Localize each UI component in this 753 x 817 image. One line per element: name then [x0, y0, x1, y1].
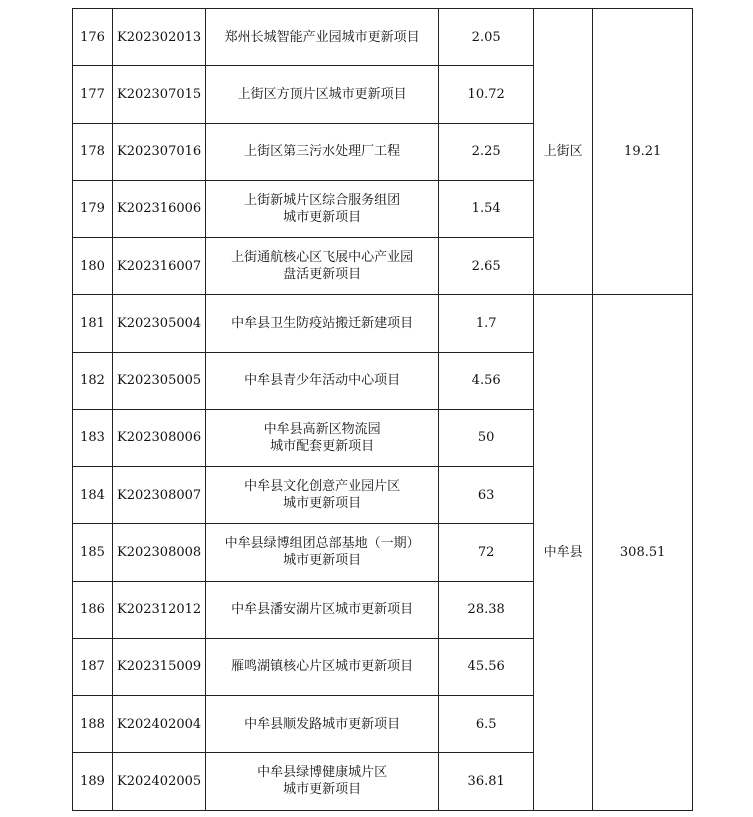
- row-number: 180: [73, 238, 113, 295]
- project-amount: 4.56: [439, 352, 534, 409]
- row-number: 181: [73, 295, 113, 352]
- table-row: [73, 9, 693, 66]
- row-number: 185: [73, 524, 113, 581]
- project-name: 中牟县高新区物流园 城市配套更新项目: [206, 409, 439, 466]
- row-number: 177: [73, 66, 113, 123]
- row-number: 189: [73, 753, 113, 810]
- district-total: 19.21: [593, 9, 693, 295]
- row-number: 178: [73, 123, 113, 180]
- project-code: K202307016: [113, 123, 206, 180]
- project-name: 上街新城片区综合服务组团 城市更新项目: [206, 180, 439, 237]
- district-name: 中牟县: [534, 295, 593, 810]
- project-name: 上街区第三污水处理厂工程: [206, 123, 439, 180]
- row-number: 184: [73, 467, 113, 524]
- project-name: 中牟县卫生防疫站搬迁新建项目: [206, 295, 439, 352]
- project-amount: 6.5: [439, 696, 534, 753]
- project-code: K202312012: [113, 581, 206, 638]
- project-amount: 36.81: [439, 753, 534, 810]
- project-code: K202302013: [113, 9, 206, 66]
- project-code: K202316006: [113, 180, 206, 237]
- project-table: [72, 8, 693, 811]
- project-amount: 28.38: [439, 581, 534, 638]
- row-number: 188: [73, 696, 113, 753]
- project-name: 中牟县潘安湖片区城市更新项目: [206, 581, 439, 638]
- project-name: 郑州长城智能产业园城市更新项目: [206, 9, 439, 66]
- row-number: 187: [73, 638, 113, 695]
- project-name: 中牟县绿博组团总部基地（一期） 城市更新项目: [206, 524, 439, 581]
- district-total: 308.51: [593, 295, 693, 810]
- project-amount: 63: [439, 467, 534, 524]
- project-name: 中牟县文化创意产业园片区 城市更新项目: [206, 467, 439, 524]
- project-code: K202308008: [113, 524, 206, 581]
- project-code: K202308006: [113, 409, 206, 466]
- project-amount: 2.25: [439, 123, 534, 180]
- row-number: 183: [73, 409, 113, 466]
- project-code: K202305005: [113, 352, 206, 409]
- project-amount: 45.56: [439, 638, 534, 695]
- project-name: 上街通航核心区飞展中心产业园 盘活更新项目: [206, 238, 439, 295]
- project-amount: 2.65: [439, 238, 534, 295]
- table-row: [73, 295, 693, 352]
- project-amount: 1.54: [439, 180, 534, 237]
- project-amount: 50: [439, 409, 534, 466]
- project-amount: 10.72: [439, 66, 534, 123]
- project-name: 上街区方顶片区城市更新项目: [206, 66, 439, 123]
- project-name: 中牟县青少年活动中心项目: [206, 352, 439, 409]
- project-code: K202316007: [113, 238, 206, 295]
- project-name: 中牟县顺发路城市更新项目: [206, 696, 439, 753]
- row-number: 179: [73, 180, 113, 237]
- project-code: K202308007: [113, 467, 206, 524]
- project-table-body: [73, 9, 693, 811]
- row-number: 182: [73, 352, 113, 409]
- project-amount: 72: [439, 524, 534, 581]
- row-number: 176: [73, 9, 113, 66]
- project-amount: 1.7: [439, 295, 534, 352]
- project-code: K202402005: [113, 753, 206, 810]
- project-name: 雁鸣湖镇核心片区城市更新项目: [206, 638, 439, 695]
- project-name: 中牟县绿博健康城片区 城市更新项目: [206, 753, 439, 810]
- row-number: 186: [73, 581, 113, 638]
- project-amount: 2.05: [439, 9, 534, 66]
- project-code: K202402004: [113, 696, 206, 753]
- district-name: 上街区: [534, 9, 593, 295]
- project-code: K202307015: [113, 66, 206, 123]
- project-code: K202305004: [113, 295, 206, 352]
- project-code: K202315009: [113, 638, 206, 695]
